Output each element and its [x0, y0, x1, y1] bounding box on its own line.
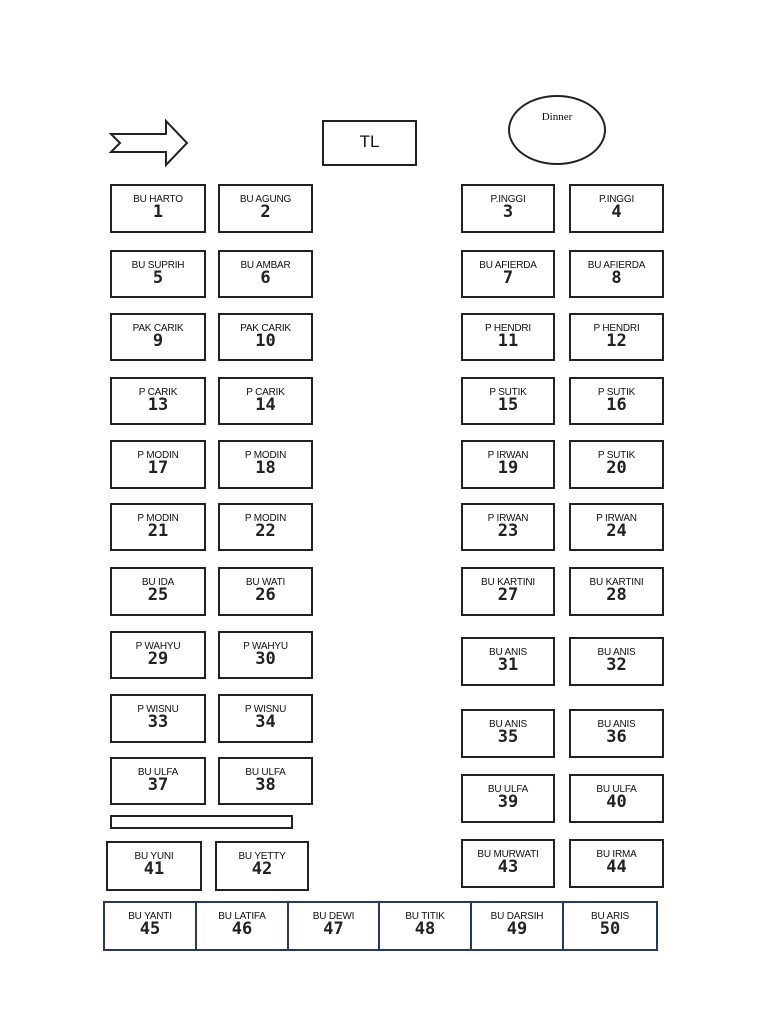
seat-name: BU AGUNG — [239, 194, 292, 205]
seat-3 — [461, 184, 555, 233]
seat-50 — [562, 901, 658, 951]
seat-8 — [569, 250, 664, 298]
seat-number: 45 — [139, 919, 161, 939]
seat-38 — [218, 757, 313, 805]
seat-number: 43 — [497, 857, 519, 877]
dinner-label: Dinner — [541, 111, 573, 123]
seat-20 — [569, 440, 664, 489]
seat-41 — [106, 841, 202, 891]
seat-number: 37 — [147, 775, 169, 795]
seat-2 — [218, 184, 313, 233]
seat-name: BU TITIK — [405, 911, 445, 922]
divider-bar — [110, 815, 293, 829]
seat-name: P HENDRI — [593, 323, 640, 334]
seat-name: P MODIN — [137, 450, 179, 461]
seat-number: 32 — [606, 655, 627, 675]
seat-35 — [461, 709, 555, 758]
seat-37 — [110, 757, 206, 805]
seat-number: 8 — [611, 268, 622, 288]
seat-name: P WISNU — [137, 704, 179, 715]
seat-name: P WISNU — [244, 704, 287, 715]
seat-22 — [218, 503, 313, 551]
seat-number: 46 — [231, 919, 253, 939]
seat-46 — [195, 901, 289, 951]
seat-number: 19 — [497, 458, 519, 478]
right-arrow-icon — [108, 118, 190, 168]
tl-label: TL — [359, 132, 380, 151]
seat-name: BU YUNI — [134, 851, 174, 862]
seat-number: 31 — [497, 655, 519, 675]
seat-name: BU ULFA — [596, 784, 637, 795]
seat-name: P HENDRI — [484, 323, 531, 334]
seat-number: 5 — [152, 268, 164, 288]
seat-number: 25 — [147, 585, 169, 605]
tl-table — [322, 120, 417, 166]
seat-number: 34 — [255, 712, 276, 732]
seat-name: P MODIN — [244, 450, 287, 461]
seat-name: P.INGGI — [598, 194, 635, 205]
seat-name: BU LATIFA — [218, 911, 266, 922]
seat-number: 2 — [260, 202, 271, 222]
seat-24 — [569, 503, 664, 551]
seat-number: 41 — [143, 859, 165, 879]
seat-39 — [461, 774, 555, 823]
seat-name: P SUTIK — [597, 450, 636, 461]
seat-30 — [218, 631, 313, 679]
seat-number: 20 — [606, 458, 627, 478]
seat-name: P IRWAN — [596, 513, 637, 524]
seat-name: BU HARTO — [133, 194, 183, 205]
seat-18 — [218, 440, 313, 489]
seat-number: 23 — [497, 521, 519, 541]
seat-27 — [461, 567, 555, 616]
seat-name: P MODIN — [137, 513, 179, 524]
seat-number: 1 — [152, 202, 164, 222]
dinner-table — [508, 95, 606, 165]
seat-name: PAK CARIK — [240, 323, 291, 334]
seat-number: 3 — [502, 202, 514, 222]
seat-34 — [218, 694, 313, 743]
seat-29 — [110, 631, 206, 679]
seat-6 — [218, 250, 313, 298]
seat-name: BU KARTINI — [589, 577, 644, 588]
seat-44 — [569, 839, 664, 888]
seat-number: 48 — [414, 919, 436, 939]
seat-name: BU MURWATI — [477, 849, 539, 860]
seat-name: P CARIK — [138, 387, 178, 398]
seat-name: BU ULFA — [487, 784, 529, 795]
seat-name: P SUTIK — [597, 387, 636, 398]
seat-name: BU SUPRIH — [131, 260, 185, 271]
seat-36 — [569, 709, 664, 758]
seat-21 — [110, 503, 206, 551]
seat-40 — [569, 774, 664, 823]
seat-name: BU DEWI — [312, 911, 355, 922]
seat-name: BU WATI — [245, 577, 286, 588]
seat-name: P MODIN — [244, 513, 287, 524]
seat-number: 36 — [606, 727, 627, 747]
seat-name: BU KARTINI — [481, 577, 535, 588]
seat-name: P IRWAN — [487, 450, 529, 461]
seat-number: 38 — [255, 775, 276, 795]
seat-28 — [569, 567, 664, 616]
seat-name: BU ARIS — [590, 911, 630, 922]
seat-number: 22 — [255, 521, 276, 541]
seat-1 — [110, 184, 206, 233]
seat-number: 30 — [255, 649, 276, 669]
seat-number: 7 — [502, 268, 514, 288]
seat-number: 42 — [251, 859, 273, 879]
seat-10 — [218, 313, 313, 361]
seat-number: 13 — [147, 395, 169, 415]
seat-name: BU IDA — [141, 577, 175, 588]
seat-23 — [461, 503, 555, 551]
seat-7 — [461, 250, 555, 298]
seat-number: 27 — [497, 585, 519, 605]
seat-number: 39 — [497, 792, 519, 812]
seat-number: 28 — [606, 585, 627, 605]
seat-number: 40 — [606, 792, 627, 812]
seat-49 — [470, 901, 564, 951]
seat-43 — [461, 839, 555, 888]
seat-name: BU AMBAR — [240, 260, 291, 271]
seat-name: P WAHYU — [243, 641, 288, 652]
seat-name: BU ULFA — [137, 767, 179, 778]
seat-number: 4 — [611, 202, 622, 222]
seat-9 — [110, 313, 206, 361]
seat-31 — [461, 637, 555, 686]
seat-name: BU ANIS — [488, 719, 528, 730]
seat-17 — [110, 440, 206, 489]
seat-number: 9 — [152, 331, 164, 351]
seat-number: 17 — [147, 458, 169, 478]
seat-name: P CARIK — [246, 387, 285, 398]
seat-number: 10 — [255, 331, 276, 351]
seat-name: BU ANIS — [597, 647, 636, 658]
seat-33 — [110, 694, 206, 743]
seat-25 — [110, 567, 206, 616]
seat-number: 18 — [255, 458, 276, 478]
seat-12 — [569, 313, 664, 361]
seat-number: 12 — [606, 331, 627, 351]
seat-name: BU DARSIH — [490, 911, 544, 922]
seat-number: 47 — [323, 919, 344, 939]
seat-47 — [287, 901, 380, 951]
seat-number: 24 — [606, 521, 627, 541]
seat-number: 16 — [606, 395, 627, 415]
seat-name: P SUTIK — [489, 387, 527, 398]
seat-number: 50 — [599, 919, 621, 939]
seat-name: BU YETTY — [238, 851, 286, 862]
seat-name: P WAHYU — [135, 641, 181, 652]
seat-5 — [110, 250, 206, 298]
seat-number: 11 — [497, 331, 519, 351]
seat-48 — [378, 901, 472, 951]
seat-name: P IRWAN — [487, 513, 529, 524]
seat-name: PAK CARIK — [132, 323, 184, 334]
seat-32 — [569, 637, 664, 686]
seat-number: 21 — [147, 521, 169, 541]
seat-number: 44 — [606, 857, 627, 877]
seat-14 — [218, 377, 313, 425]
seat-number: 35 — [497, 727, 519, 747]
seat-number: 49 — [506, 919, 528, 939]
seat-name: BU ANIS — [488, 647, 528, 658]
seat-19 — [461, 440, 555, 489]
seat-name: BU AFIERDA — [587, 260, 646, 271]
seat-4 — [569, 184, 664, 233]
seat-name: BU YANTI — [128, 911, 172, 922]
seat-number: 15 — [497, 395, 519, 415]
seat-number: 33 — [147, 712, 169, 732]
seat-number: 29 — [147, 649, 169, 669]
seat-16 — [569, 377, 664, 425]
seat-15 — [461, 377, 555, 425]
seat-42 — [215, 841, 309, 891]
seat-26 — [218, 567, 313, 616]
seat-13 — [110, 377, 206, 425]
seat-number: 14 — [255, 395, 276, 415]
seat-name: BU ULFA — [245, 767, 286, 778]
seat-45 — [103, 901, 197, 951]
seat-name: BU ANIS — [597, 719, 636, 730]
seat-number: 26 — [255, 585, 276, 605]
seat-name: BU AFIERDA — [479, 260, 537, 271]
seat-name: BU IRMA — [596, 849, 637, 860]
seat-number: 6 — [260, 268, 271, 288]
seat-11 — [461, 313, 555, 361]
seat-name: P.INGGI — [490, 194, 526, 205]
